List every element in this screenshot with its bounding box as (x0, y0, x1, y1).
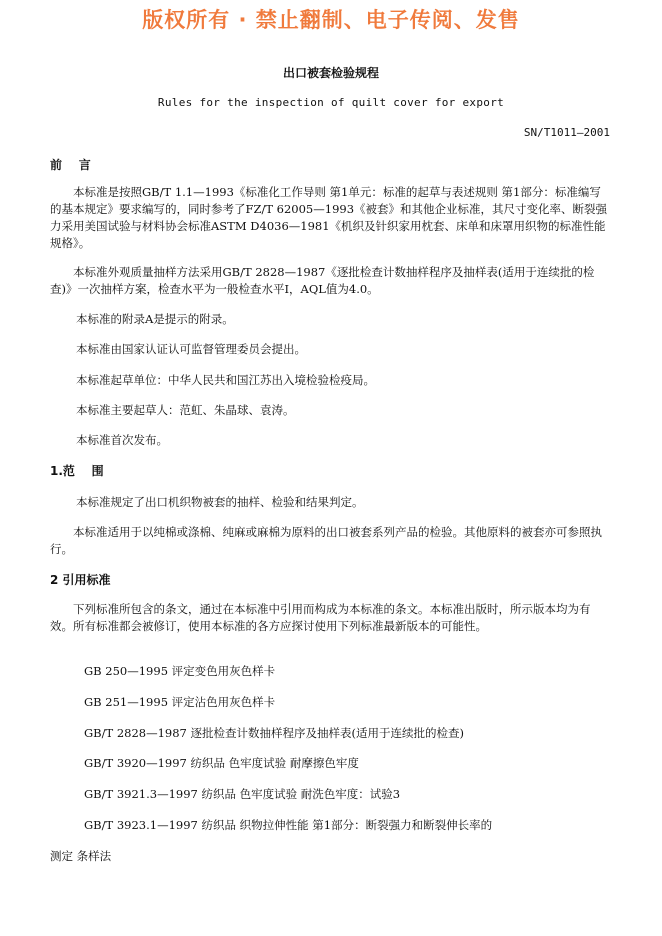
foreword-paragraph: 本标准首次发布。 (76, 433, 168, 447)
document-subtitle: Rules for the inspection of quilt cover for export (157, 96, 505, 109)
document-title: 出口被套检验规程 (282, 66, 379, 80)
standard-code: SN/T1011—2001 (523, 126, 610, 139)
scope-heading: 1.范 围 (50, 464, 104, 478)
foreword-paragraph: 本标准由国家认证认可监督管理委员会提出。 (76, 342, 306, 356)
scope-paragraph: 本标准适用于以纯棉或涤棉、纯麻或麻棉为原料的出口被套系列产品的检验。其他原料的被套亦可参照执行。 (50, 525, 602, 556)
reference-item: GB/T 2828—1987 逐批检查计数抽样程序及抽样表(适用于连续批的检查) (84, 726, 464, 740)
foreword-paragraph: 本标准的附录A是提示的附录。 (76, 312, 234, 326)
foreword-paragraph: 本标准是按照GB/T 1.1—1993《标准化工作导则 第1单元：标准的起草与表述规则 第1部分：标准编写的基本规定》要求编写的，同时参考了FZ/T 62005—1993《被套》和其他企业标准，其尺寸变化率、断裂强力采用美国试验与材料协会标准ASTM D4036—1981《机织及针织家用枕套、床单和床罩用织物的标准性能规格》。 (50, 185, 608, 250)
foreword-paragraph: 本标准起草单位：中华人民共和国江苏出入境检验检疫局。 (76, 373, 375, 387)
foreword-heading: 前 言 (50, 158, 91, 172)
reference-item: GB/T 3920—1997 纺织品 色牢度试验 耐摩擦色牢度 (84, 756, 359, 770)
reference-item: GB/T 3923.1—1997 纺织品 织物拉伸性能 第1部分：断裂强力和断裂伸长率的 (84, 818, 493, 832)
references-intro: 下列标准所包含的条文，通过在本标准中引用而构成为本标准的条文。本标准出版时，所示版本均为有效。所有标准都会被修订，使用本标准的各方应探讨使用下列标准最新版本的可能性。 (50, 602, 591, 633)
copyright-watermark: 版权所有 · 禁止翻制、电子传阅、发售 (142, 8, 520, 32)
reference-item: GB 250—1995 评定变色用灰色样卡 (84, 664, 276, 678)
references-heading: 2 引用标准 (50, 573, 111, 587)
reference-item-continuation: 测定 条样法 (50, 849, 112, 863)
foreword-paragraph: 本标准主要起草人：范虹、朱晶球、袁涛。 (76, 403, 295, 417)
reference-item: GB 251—1995 评定沾色用灰色样卡 (84, 695, 276, 709)
reference-item: GB/T 3921.3—1997 纺织品 色牢度试验 耐洗色牢度：试验3 (84, 787, 401, 801)
foreword-paragraph: 本标准外观质量抽样方法采用GB/T 2828—1987《逐批检查计数抽样程序及抽样表(适用于连续批的检查)》一次抽样方案，检查水平为一般检查水平Ⅰ，AQL值为4.0。 (50, 265, 595, 296)
scope-paragraph: 本标准规定了出口机织物被套的抽样、检验和结果判定。 (76, 495, 364, 509)
